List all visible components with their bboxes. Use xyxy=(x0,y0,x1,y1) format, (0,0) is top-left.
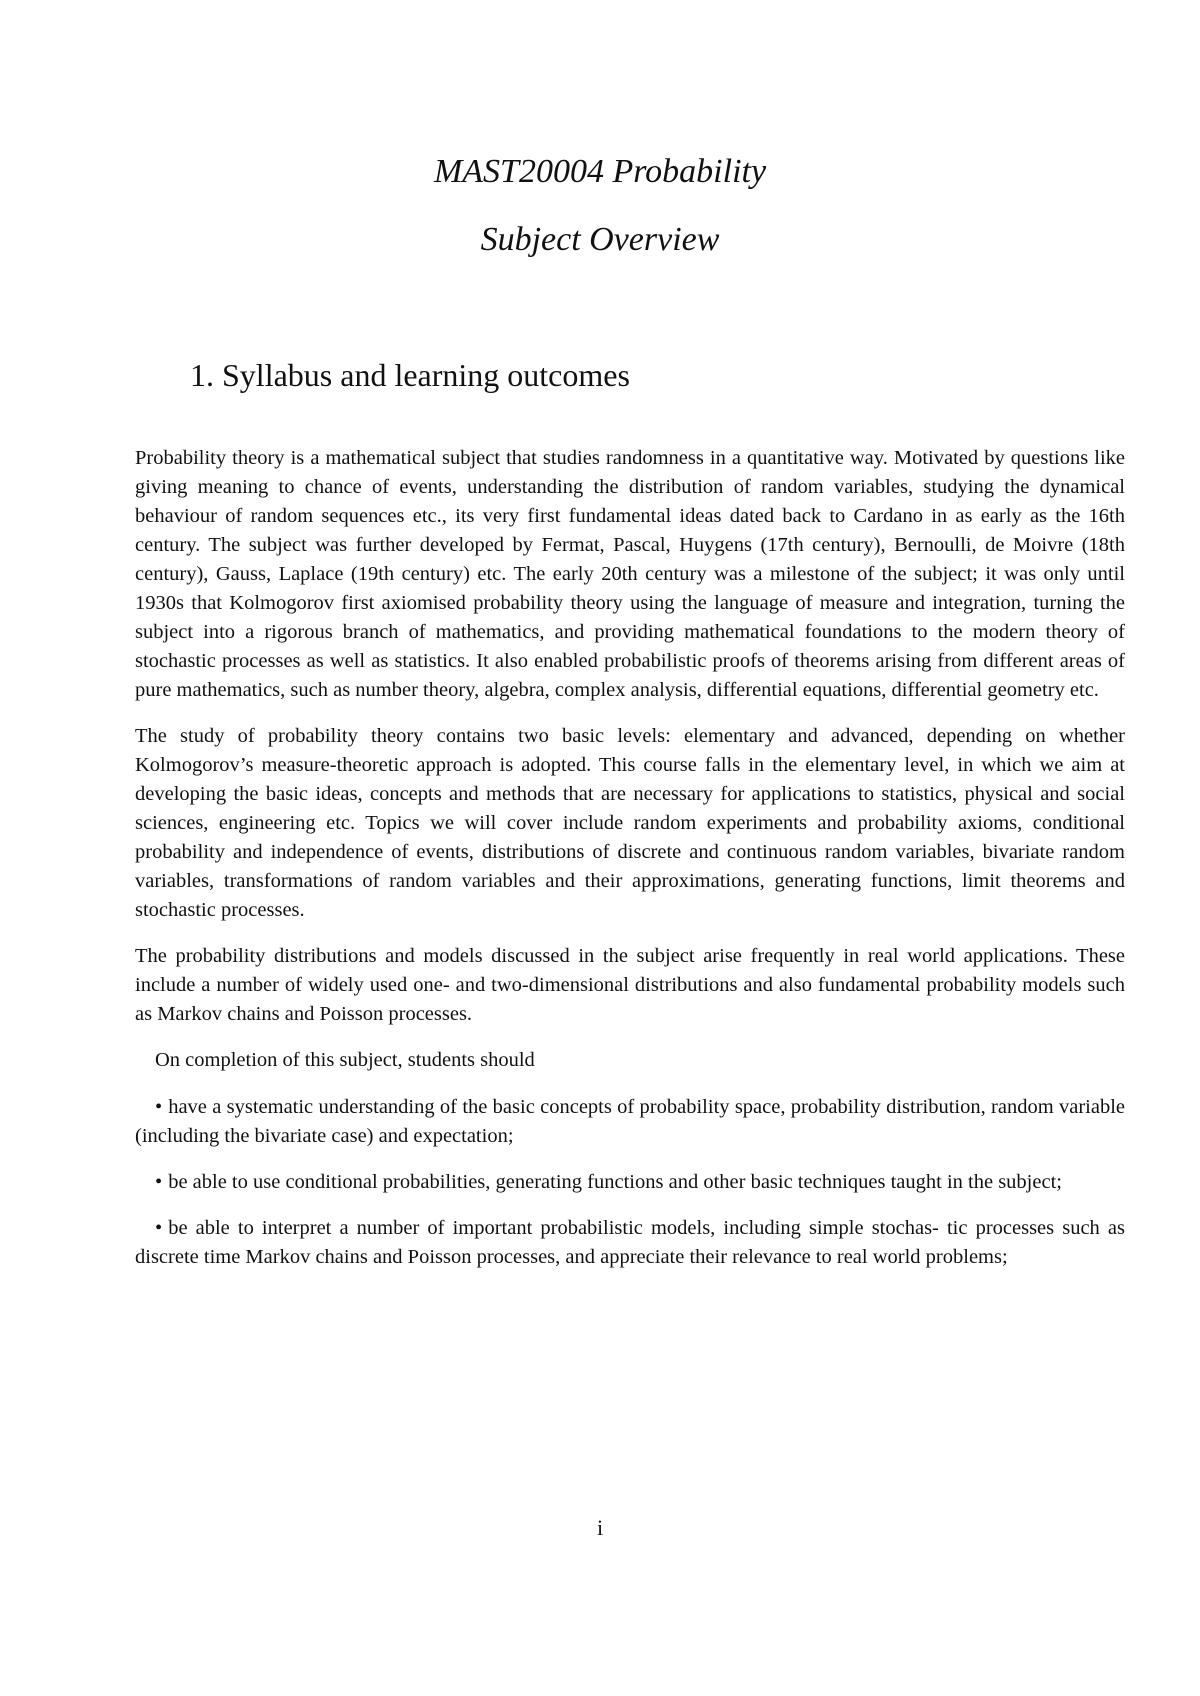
learning-outcome-text: be able to use conditional probabilities, generating functions and other basic techniques taught in the subject; xyxy=(168,1171,1062,1193)
learning-outcomes-list xyxy=(135,1093,1125,1272)
learning-outcome-item xyxy=(135,1093,1125,1151)
bullet-icon: • xyxy=(155,1171,163,1193)
paragraph-history: Probability theory is a mathematical subject that studies randomness in a quantitative way. Motivated by questions like giving meaning to chance of events, understanding the distribution of random variables, studying the dynamical behaviour of random sequences etc., its very first fundamental ideas dated back to Cardano in as early as the 16th century. The subject was further developed by Fermat, Pascal, Huygens (17th century), Bernoulli, de Moivre (18th century), Gauss, Laplace (19th century) etc. The early 20th century was a milestone of the subject; it was only until 1930s that Kolmogorov first axiomised probability theory using the language of measure and integration, turning the subject into a rigorous branch of mathematics, and providing mathematical foundations to the modern theory of stochastic processes as well as statistics. It also enabled probabilistic proofs of theorems arising from different areas of pure mathematics, such as number theory, algebra, complex analysis, differential equations, differential geometry etc. xyxy=(135,447,1125,701)
bullet-icon: • xyxy=(155,1096,163,1118)
learning-outcome-text: have a systematic understanding of the basic concepts of probability space, probability distribution, random variable (including the bivariate case) and expectation; xyxy=(135,1096,1125,1147)
document-title: MAST20004 Probability xyxy=(433,153,767,190)
document-body xyxy=(135,444,1125,1289)
document-subtitle: Subject Overview xyxy=(480,221,720,258)
bullet-icon: • xyxy=(155,1217,163,1239)
learning-outcome-text: be able to interpret a number of important probabilistic models, including simple stochas- tic processes such as discrete time Markov chains and Poisson processes, and appreciate their relevance to real world problems; xyxy=(135,1217,1125,1268)
paragraph-course-level: The study of probability theory contains two basic levels: elementary and advanced, depending on whether Kolmogorov’s measure-theoretic approach is adopted. This course falls in the elementary level, in which we aim at developing the basic ideas, concepts and methods that are necessary for applications to statistics, physical and social sciences, engineering etc. Topics we will cover include random experiments and probability axioms, conditional probability and independence of events, distributions of discrete and continuous random variables, bivariate random variables, transformations of random variables and their approximations, generating functions, limit theorems and stochastic processes. xyxy=(135,725,1125,921)
paragraph-applications: The probability distributions and models discussed in the subject arise frequently in real world applications. These include a number of widely used one- and two-dimensional distributions and also fundamental probability models such as Markov chains and Poisson processes. xyxy=(135,945,1125,1025)
outcomes-intro: On completion of this subject, students should xyxy=(155,1049,535,1071)
section-heading: 1. Syllabus and learning outcomes xyxy=(190,357,630,393)
page-number: i xyxy=(596,1515,604,1540)
learning-outcome-item xyxy=(135,1214,1125,1272)
learning-outcome-item xyxy=(135,1168,1125,1197)
